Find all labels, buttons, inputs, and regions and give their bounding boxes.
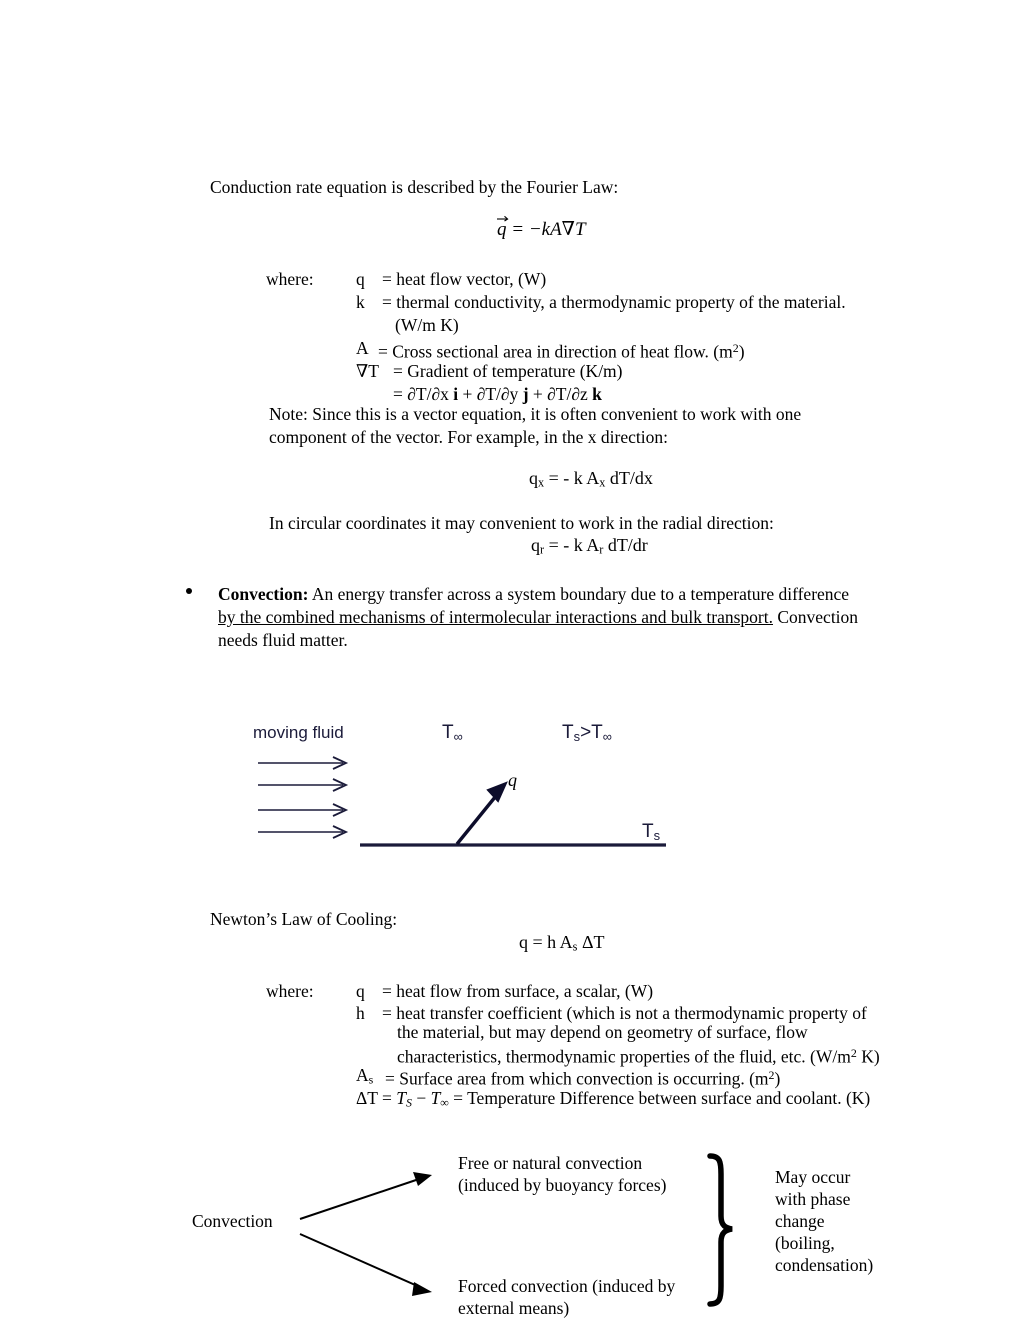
qr-q: q <box>531 535 540 555</box>
fourier-equation-rhs: = −kA∇T <box>506 219 586 240</box>
t-inf-subscript: ∞ <box>453 728 463 744</box>
newton-def-deltaT <box>356 1087 870 1115</box>
newton-cooling-title: Newton’s Law of Cooling: <box>210 909 398 929</box>
conduction-note-line-1: Note: Since this is a vector equation, it is often convenient to work with one <box>269 404 802 424</box>
newton-def-h-text-3b: K) <box>856 1046 880 1067</box>
branch-free-convection-line-2: (induced by buoyancy forces) <box>458 1175 667 1195</box>
ts-surface-base: T <box>642 821 654 842</box>
qx-tail: dT/dx <box>605 468 653 488</box>
Tinf-italic-subscript: ∞ <box>440 1095 449 1110</box>
convection-bullet-line-3: needs fluid matter. <box>218 630 348 650</box>
conduction-radial-equation <box>531 535 648 558</box>
newton-def-h-text-3a: characteristics, thermodynamic properties of the fluid, etc. (W/m <box>397 1046 851 1067</box>
convection-bullet-line-2 <box>218 606 858 629</box>
newton-def-h-exponent: 2 <box>850 1046 857 1060</box>
newton-def-As-text-b: ) <box>774 1068 781 1089</box>
conduction-def-q-text: = heat flow vector, (W) <box>382 269 547 289</box>
ts-surface-subscript: s <box>653 827 661 843</box>
convection-branch-diagram <box>180 1140 940 1320</box>
conduction-def-A-text-b: ) <box>738 341 745 362</box>
convection-line2-tail: Convection <box>772 607 859 627</box>
moving-fluid-arrows <box>258 757 346 838</box>
Ts-italic-subscript: S <box>405 1095 412 1110</box>
deltaT-symbol: ΔT = <box>356 1088 397 1108</box>
q-flux-label: q <box>508 770 517 790</box>
conduction-def-q-symbol: q <box>356 269 365 289</box>
conduction-intro-text: Conduction rate equation is described by the Fourier Law: <box>210 177 619 197</box>
deltaT-description: = Temperature Difference between surface and coolant. (K) <box>448 1088 871 1108</box>
newton-def-q-symbol: q <box>356 981 365 1001</box>
conduction-def-gradT-text: = Gradient of temperature (K/m) <box>393 361 623 381</box>
convection-underlined-text: by the combined mechanisms of intermolecular interactions and bulk transport. <box>218 607 773 627</box>
phase-change-note-line-4: (boiling, <box>775 1233 835 1253</box>
Ts-italic: T <box>396 1088 406 1108</box>
newton-def-h-text-2: the material, but may depend on geometry of surface, flow <box>397 1022 808 1042</box>
schematic-drawing <box>240 705 710 865</box>
phase-change-note-line-2: with phase <box>775 1189 851 1209</box>
qr-tail: dT/dr <box>603 535 648 555</box>
conduction-note-line-2: component of the vector. For example, in the x direction: <box>269 427 668 447</box>
convection-line1-text: An energy transfer across a system boundary due to a temperature difference <box>308 584 850 604</box>
qx-q: q <box>529 468 538 488</box>
bullet-point-icon <box>186 588 192 594</box>
branch-root-label: Convection <box>192 1211 273 1231</box>
branch-arrow-forced <box>300 1234 432 1296</box>
conduction-radial-text: In circular coordinates it may convenient to work in the radial direction: <box>269 513 774 533</box>
As-base: A <box>356 1065 369 1085</box>
qx-subscript: x <box>538 475 545 490</box>
phase-change-note-line-3: change <box>775 1211 825 1231</box>
t-inf-base: T <box>442 722 454 743</box>
conduction-where-label: where: <box>266 269 314 289</box>
unit-vector-i: i <box>453 384 459 404</box>
newton-where-label: where: <box>266 981 314 1001</box>
flow-arrow-3 <box>258 804 346 816</box>
As-subscript-def: s <box>368 1072 374 1087</box>
flow-arrow-1 <box>258 757 346 769</box>
Tinf-italic: T <box>430 1088 441 1108</box>
deltaT-minus: − <box>411 1088 431 1108</box>
conduction-def-k-symbol: k <box>356 292 365 312</box>
conduction-x-direction-equation <box>529 468 653 491</box>
conduction-def-k-text: = thermal conductivity, a thermodynamic property of the material. <box>382 292 846 312</box>
conduction-def-A-text-a: = Cross sectional area in direction of heat flow. (m <box>378 341 733 362</box>
qr-subscript: r <box>540 542 545 557</box>
tinf-subscript-2: ∞ <box>602 728 612 744</box>
ts-subscript: s <box>573 728 581 744</box>
fourier-law-equation <box>497 218 586 241</box>
phase-change-note-line-1: May occur <box>775 1167 851 1187</box>
convection-schematic <box>240 705 710 865</box>
Ar-subscript: r <box>599 542 604 557</box>
gt-tinf-base: >T <box>580 722 603 743</box>
unit-vector-k: k <box>592 384 602 404</box>
unit-vector-j: j <box>522 384 529 404</box>
vector-arrow-icon <box>496 213 516 223</box>
phase-change-note-line-5: condensation) <box>775 1255 874 1275</box>
surface-temperature-label <box>642 821 660 843</box>
q-vector-symbol <box>497 219 507 241</box>
ts-base: T <box>562 722 574 743</box>
newton-def-h-text-1: = heat transfer coefficient (which is not a thermodynamic property of <box>382 1003 867 1023</box>
qr-mid: = - k A <box>544 535 600 555</box>
grad-part-c: + ∂T/∂z <box>528 384 593 404</box>
convection-bullet-line-1 <box>218 583 849 606</box>
branch-free-convection-line-1: Free or natural convection <box>458 1153 643 1173</box>
grad-part-b: + ∂T/∂y <box>458 384 523 404</box>
curly-brace-icon <box>710 1156 732 1304</box>
conduction-def-gradT-symbol: ∇T <box>356 361 379 381</box>
convection-term: Convection: <box>218 584 309 604</box>
Ax-subscript: x <box>599 475 606 490</box>
newton-eq-b: ΔT <box>577 932 605 952</box>
newton-eq-a: q = h A <box>519 932 573 952</box>
branch-forced-convection-line-2: external means) <box>458 1298 570 1318</box>
moving-fluid-label: moving fluid <box>253 723 344 742</box>
newton-cooling-equation <box>519 932 605 955</box>
branch-forced-convection-line-1: Forced convection (induced by <box>458 1276 676 1296</box>
qx-mid: = - k A <box>544 468 600 488</box>
conduction-def-A-symbol: A <box>356 338 369 358</box>
newton-eq-As-subscript: s <box>572 939 578 954</box>
branch-arrow-free <box>300 1172 432 1219</box>
flow-arrow-2 <box>258 779 346 791</box>
q-glyph: q <box>497 219 507 240</box>
newton-def-h-symbol: h <box>356 1003 365 1023</box>
conduction-def-k-units: (W/m K) <box>395 315 459 335</box>
newton-def-q-text: = heat flow from surface, a scalar, (W) <box>382 981 654 1001</box>
grad-part-a: = ∂T/∂x <box>393 384 454 404</box>
heat-flux-vector-arrow <box>457 783 506 844</box>
newton-def-As-exponent: 2 <box>768 1068 775 1082</box>
conduction-def-A-exponent: 2 <box>732 341 739 355</box>
flow-arrow-4 <box>258 826 346 838</box>
newton-def-As-text-a: = Surface area from which convection is occurring. (m <box>385 1068 769 1089</box>
